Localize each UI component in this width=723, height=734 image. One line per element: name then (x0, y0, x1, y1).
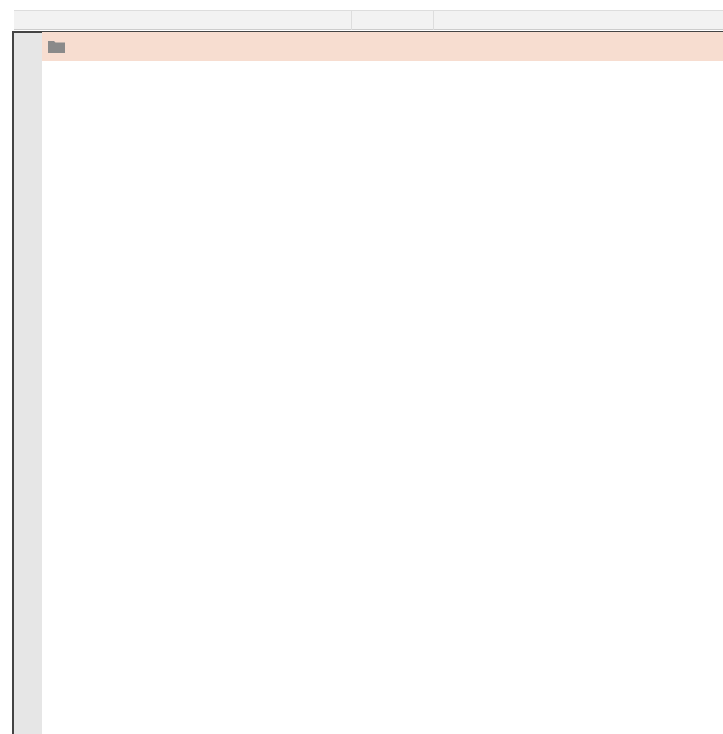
category-row (42, 32, 723, 61)
column-header-grade[interactable] (352, 11, 434, 30)
table-header (14, 10, 723, 30)
category-gutter (14, 31, 42, 734)
column-header-feedback[interactable] (434, 11, 723, 30)
column-header-item[interactable] (14, 11, 352, 30)
category-border (12, 31, 14, 734)
folder-icon (48, 40, 65, 53)
